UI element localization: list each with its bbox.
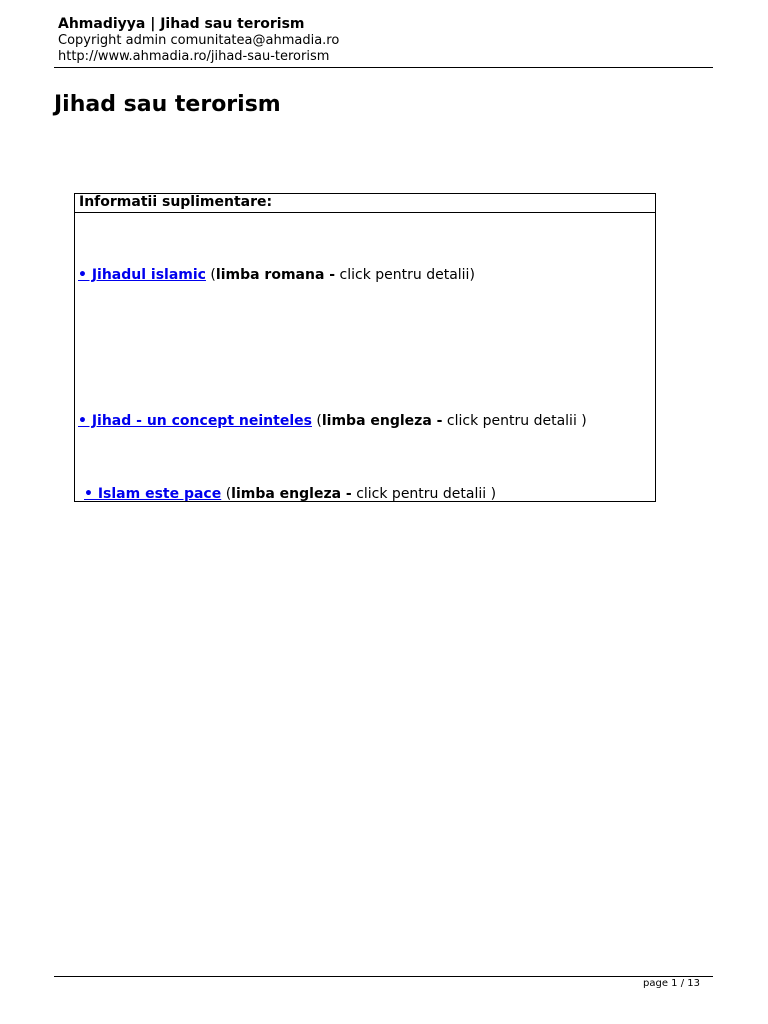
jihad-concept-link[interactable]: • Jihad - un concept neinteles: [78, 413, 312, 429]
islam-este-pace-link[interactable]: • Islam este pace: [84, 486, 222, 502]
detail-text: click pentru detalii): [339, 267, 475, 283]
copyright-line: Copyright admin comunitatea@ahmadia.ro: [58, 33, 340, 48]
source-url: http://www.ahmadia.ro/jihad-sau-terorism: [58, 49, 330, 64]
open-paren: (: [316, 413, 322, 429]
list-item: [78, 266, 475, 284]
list-item: [84, 485, 496, 503]
header-divider: [54, 67, 713, 68]
footer-divider: [54, 976, 713, 977]
detail-text: click pentru detalii ): [356, 486, 497, 502]
language-label: limba engleza -: [231, 486, 352, 502]
detail-text: click pentru detalii ): [446, 413, 587, 429]
open-paren: (: [210, 267, 216, 283]
page-title: Jihad sau terorism: [54, 92, 281, 117]
jihadul-islamic-link[interactable]: • Jihadul islamic: [78, 267, 206, 283]
list-item: [78, 412, 587, 430]
document-header: [58, 15, 713, 65]
info-box: [74, 193, 656, 502]
language-label: limba romana -: [215, 267, 336, 283]
open-paren: (: [225, 486, 232, 502]
page-number: page 1 / 13: [643, 978, 700, 989]
site-title: Ahmadiyya | Jihad sau terorism: [58, 16, 305, 32]
language-label: limba engleza -: [321, 413, 443, 429]
info-box-heading: Informatii suplimentare:: [75, 194, 655, 213]
